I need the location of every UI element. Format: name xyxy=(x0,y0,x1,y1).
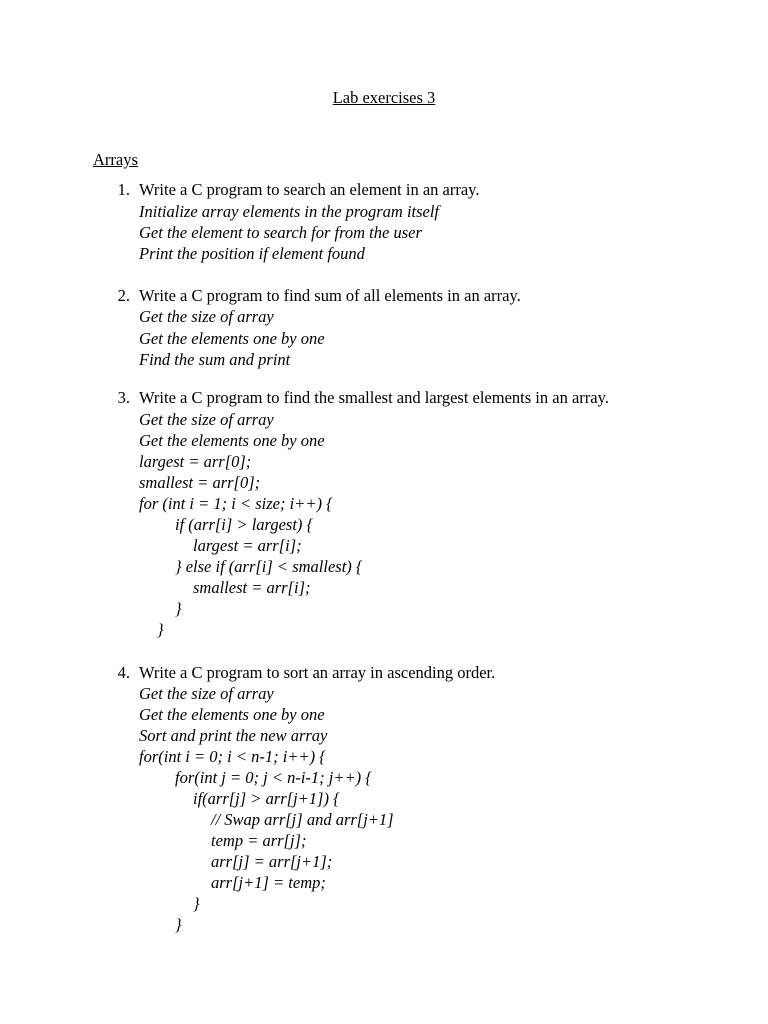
exercise-heading: Write a C program to search an element in an array. xyxy=(139,180,480,199)
exercise-note: Find the sum and print xyxy=(139,350,291,369)
code-line: } xyxy=(175,915,182,934)
section-heading-arrays: Arrays xyxy=(93,150,138,169)
code-line: for(int i = 0; i < n-1; i++) { xyxy=(139,747,326,766)
code-line: smallest = arr[i]; xyxy=(193,578,311,597)
exercise-number: 3. xyxy=(117,388,130,407)
exercise-number: 2. xyxy=(117,286,130,305)
exercise-note: Get the size of array xyxy=(139,684,274,703)
code-line: if(arr[j] > arr[j+1]) { xyxy=(193,789,340,808)
exercise-note: Get the element to search for from the user xyxy=(139,223,422,242)
exercise-note: Get the elements one by one xyxy=(139,431,325,450)
exercise-heading: Write a C program to find the smallest and largest elements in an array. xyxy=(139,388,609,407)
code-line: for(int j = 0; j < n-i-1; j++) { xyxy=(175,768,372,787)
code-line: smallest = arr[0]; xyxy=(139,473,261,492)
exercise-note: Print the position if element found xyxy=(139,244,365,263)
code-line: } xyxy=(175,599,182,618)
document-title: Lab exercises 3 xyxy=(332,88,436,107)
code-line: } xyxy=(157,620,164,639)
code-line: largest = arr[i]; xyxy=(193,536,302,555)
exercise-note: Get the elements one by one xyxy=(139,329,325,348)
exercise-note: Get the size of array xyxy=(139,307,274,326)
code-line: arr[j] = arr[j+1]; xyxy=(211,852,333,871)
exercise-note: Get the size of array xyxy=(139,410,274,429)
exercise-number: 1. xyxy=(117,180,130,199)
exercise-number: 4. xyxy=(117,663,130,682)
code-line: for (int i = 1; i < size; i++) { xyxy=(139,494,333,513)
code-line: largest = arr[0]; xyxy=(139,452,252,471)
code-comment: // Swap arr[j] and arr[j+1] xyxy=(211,810,394,829)
code-line: arr[j+1] = temp; xyxy=(211,873,326,892)
code-line: if (arr[i] > largest) { xyxy=(175,515,314,534)
code-line: } else if (arr[i] < smallest) { xyxy=(175,557,363,576)
exercise-note: Get the elements one by one xyxy=(139,705,325,724)
exercise-heading: Write a C program to sort an array in ascending order. xyxy=(139,663,496,682)
code-line: temp = arr[j]; xyxy=(211,831,307,850)
exercise-heading: Write a C program to find sum of all elements in an array. xyxy=(139,286,521,305)
code-line: } xyxy=(193,894,200,913)
exercise-note: Initialize array elements in the program itself xyxy=(139,202,440,221)
exercise-note: Sort and print the new array xyxy=(139,726,328,745)
